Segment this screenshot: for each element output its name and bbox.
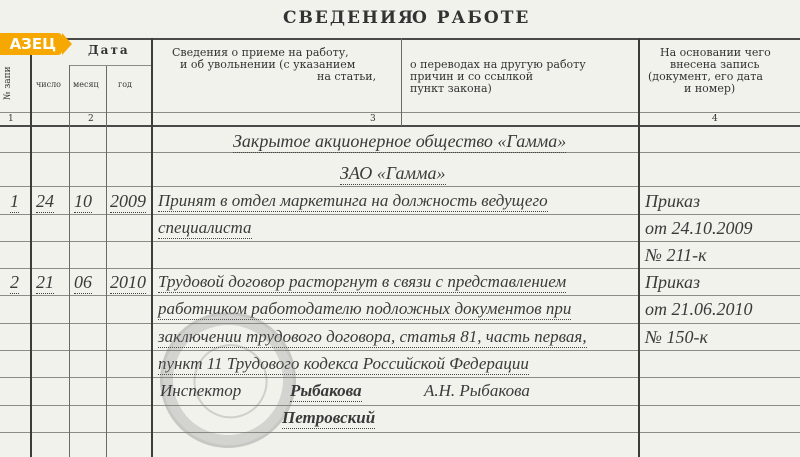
col-transfer-line3: пункт закона) [410,82,492,95]
record1-day: 24 [36,191,54,211]
col-num-header: № запи [3,66,13,100]
rule-row-5 [0,268,800,269]
inspector-label: Инспектор [160,381,242,400]
col-number-2: 2 [88,114,94,124]
record2-text-line3: заключении трудового договора, статья 81, часть первая, [158,327,587,346]
col-divider-num [30,38,32,457]
col-year-header: год [118,80,132,89]
record2-basis-line3: № 150-к [645,327,708,347]
sample-badge: АЗЕЦ [0,33,62,55]
col-day-header: число [36,80,61,89]
rule-row-7 [0,323,800,324]
rule-row-3 [0,214,800,215]
col-date-header: Дата [88,43,130,57]
col-divider-basis [638,38,640,457]
company-short-name: ЗАО «Гамма» [340,163,446,183]
rule-header-top [0,38,800,40]
record1-text-line1: Принят в отдел маркетинга на должность ведущего [158,191,548,210]
record2-year: 2010 [110,272,146,292]
col-basis-line3: (документ, его дата [648,70,763,83]
record1-num: 1 [10,191,19,211]
col-basis-line2: внесена запись [670,58,760,71]
sample-badge-tip [62,33,72,55]
record2-text-line1: Трудовой договор расторгнут в связи с представлением [158,272,567,291]
record2-basis-line1: Приказ [645,272,700,292]
title-right: О РАБОТЕ [412,8,531,28]
inspector-signature: Рыбакова [290,381,362,400]
inspector-name: А.Н. Рыбакова [424,381,530,400]
col-basis-line1: На основании чего [660,46,771,59]
record1-year: 2009 [110,191,146,211]
record2-basis-line2: от 21.06.2010 [645,299,753,319]
record1-basis-line1: Приказ [645,191,700,211]
rule-numbers-bottom [0,125,800,127]
record1-month: 10 [74,191,92,211]
company-full-name: Закрытое акционерное общество «Гамма» [233,131,567,151]
record2-num: 2 [10,272,19,292]
col-basis-line4: и номер) [684,82,736,95]
col-info-line3: на статьи, [317,70,377,83]
record2-day: 21 [36,272,54,292]
rule-row-8 [0,350,800,351]
rule-date-sub [70,65,151,66]
col-number-4: 4 [712,114,718,124]
col-info-line2: и об увольнении (с указанием [180,58,356,71]
col-divider-mid [401,38,402,126]
col-number-3: 3 [370,114,376,124]
col-divider-day [69,65,70,457]
employee-signature: Петровский [282,408,376,427]
record1-text-line2: специалиста [158,218,252,237]
title-left: СВЕДЕНИЯ [283,8,416,28]
rule-row-9 [0,377,800,378]
record1-basis-line3: № 211-к [645,245,707,265]
col-info-line1: Сведения о приеме на работу, [172,46,349,59]
col-number-1: 1 [8,114,14,124]
record2-text-line2: работником работодателю подложных документов при [158,299,572,318]
record1-basis-line2: от 24.10.2009 [645,218,753,238]
rule-row-11 [0,432,800,433]
col-divider-month [106,65,107,457]
col-transfer-line2: причин и со ссылкой [410,70,534,83]
record2-month: 06 [74,272,92,292]
rule-row-10 [0,405,800,406]
rule-header-bottom [0,112,800,113]
rule-row-6 [0,295,800,296]
rule-row-4 [0,241,800,242]
col-month-header: месяц [73,80,99,89]
col-transfer-line1: о переводах на другую работу [410,58,586,71]
rule-row-2 [0,186,800,187]
record2-text-line4: пункт 11 Трудового кодекса Российской Федерации [158,354,529,373]
col-divider-date [151,38,153,457]
